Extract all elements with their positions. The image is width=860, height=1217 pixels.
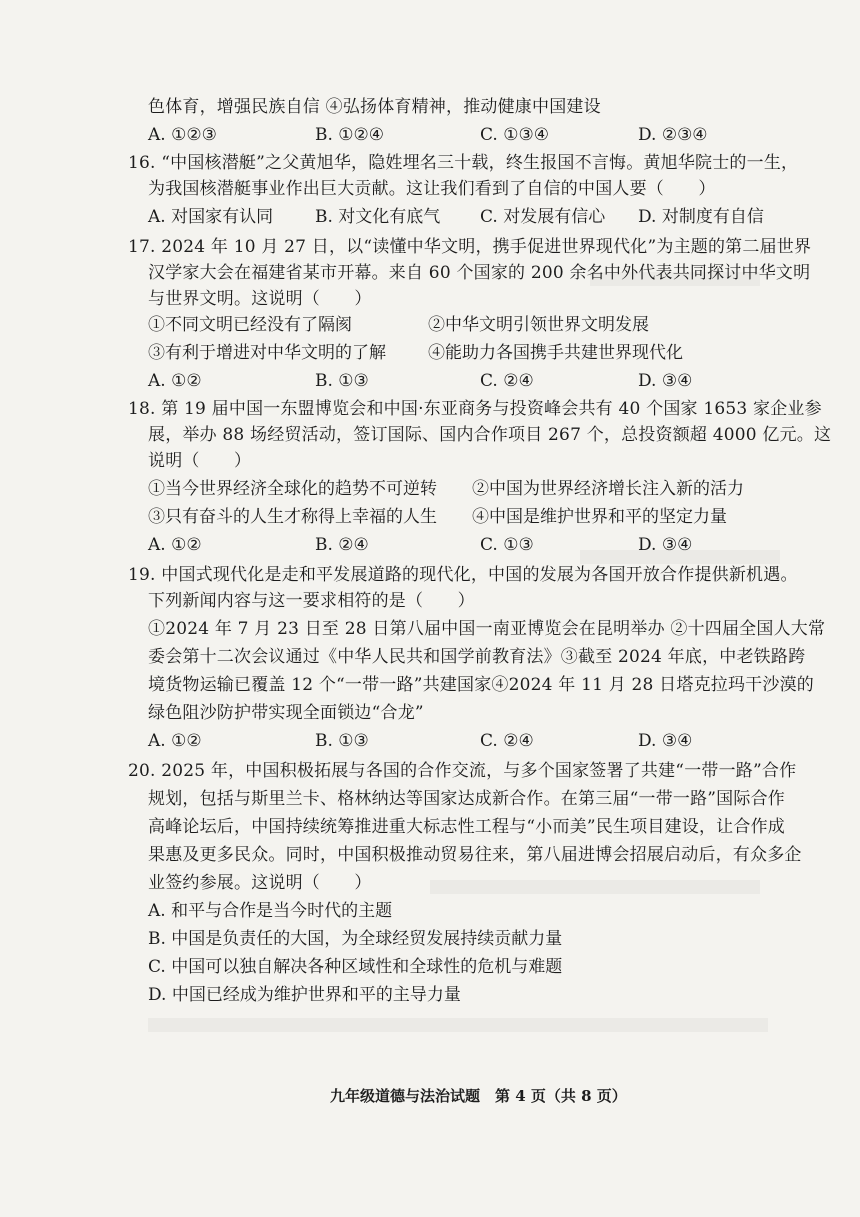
q16-option-a: A. 对国家有认同 — [148, 207, 274, 227]
q18-stem-line3: 说明（ ） — [148, 451, 252, 471]
q17-item-1: ①不同文明已经没有了隔阂 — [148, 315, 352, 335]
q20-stem-line4: 果惠及更多民众。同时，中国积极推动贸易往来，第八届进博会招展启动后，有众多企 — [148, 845, 802, 865]
q17-option-c: C. ②④ — [480, 371, 534, 391]
q15-option-c: C. ①③④ — [480, 125, 549, 145]
q19-option-b: B. ①③ — [315, 731, 369, 751]
q19-news-line3: 境货物运输已覆盖 12 个“一带一路”共建国家④2024 年 11 月 28 日塔克拉玛干沙漠的 — [148, 675, 814, 695]
page-footer: 九年级道德与法治试题 第 4 页（共 8 页） — [330, 1087, 627, 1105]
q16-stem-line2: 为我国核潜艇事业作出巨大贡献。这让我们看到了自信的中国人要（ ） — [148, 179, 716, 199]
q18-option-b: B. ②④ — [315, 535, 369, 555]
q18-stem-line1: 18. 第 19 届中国一东盟博览会和中国·东亚商务与投资峰会共有 40 个国家 1653 家企业参 — [128, 399, 822, 419]
q15-stem-continuation: 色体育，增强民族自信 ④弘扬体育精神，推动健康中国建设 — [148, 97, 601, 117]
q19-option-c: C. ②④ — [480, 731, 534, 751]
q16-option-c: C. 对发展有信心 — [480, 207, 606, 227]
q19-news-line4: 绿色阻沙防护带实现全面锁边“合龙” — [148, 703, 424, 723]
q17-item-3: ③有利于增进对中华文明的了解 — [148, 343, 386, 363]
q17-stem-line1: 17. 2024 年 10 月 27 日，以“读懂中华文明，携手促进世界现代化”为主题的第二届世界 — [128, 237, 812, 257]
q15-option-d: D. ②③④ — [638, 125, 708, 145]
q17-item-2: ②中华文明引领世界文明发展 — [428, 315, 649, 335]
q17-stem-line3: 与世界文明。这说明（ ） — [148, 289, 372, 309]
q19-stem-line2: 下列新闻内容与这一要求相符的是（ ） — [148, 591, 475, 611]
q18-item-1: ①当今世界经济全球化的趋势不可逆转 — [148, 479, 437, 499]
q20-stem-line3: 高峰论坛后，中国持续统筹推进重大标志性工程与“小而美”民生项目建设，让合作成 — [148, 817, 785, 837]
q18-item-3: ③只有奋斗的人生才称得上幸福的人生 — [148, 507, 437, 527]
q20-stem-line1: 20. 2025 年，中国积极拓展与各国的合作交流，与多个国家签署了共建“一带一路”合作 — [128, 761, 797, 781]
q19-news-line1: ①2024 年 7 月 23 日至 28 日第八届中国一南亚博览会在昆明举办 ②十四届全国人大常 — [148, 619, 826, 639]
q20-option-b: B. 中国是负责任的大国，为全球经贸发展持续贡献力量 — [148, 929, 563, 949]
bleed-through-mark — [430, 880, 760, 894]
q20-option-c: C. 中国可以独自解决各种区域性和全球性的危机与难题 — [148, 957, 563, 977]
q18-item-2: ②中国为世界经济增长注入新的活力 — [472, 479, 744, 499]
q19-option-a: A. ①② — [148, 731, 202, 751]
q20-stem-line5: 业签约参展。这说明（ ） — [148, 873, 372, 893]
bleed-through-mark — [148, 1018, 768, 1032]
q18-item-4: ④中国是维护世界和平的坚定力量 — [472, 507, 727, 527]
q18-option-c: C. ①③ — [480, 535, 534, 555]
q18-stem-line2: 展，举办 88 场经贸活动，签订国际、国内合作项目 267 个，总投资额超 4000 亿元。这 — [148, 425, 832, 445]
q17-option-b: B. ①③ — [315, 371, 369, 391]
q16-stem-line1: 16. “中国核潜艇”之父黄旭华，隐姓埋名三十载，终生报国不言悔。黄旭华院士的一生， — [128, 153, 799, 173]
q18-option-a: A. ①② — [148, 535, 202, 555]
q20-option-d: D. 中国已经成为维护世界和平的主导力量 — [148, 985, 461, 1005]
q16-option-b: B. 对文化有底气 — [315, 207, 441, 227]
q19-option-d: D. ③④ — [638, 731, 693, 751]
q15-option-b: B. ①②④ — [315, 125, 385, 145]
q17-option-a: A. ①② — [148, 371, 202, 391]
q17-item-4: ④能助力各国携手共建世界现代化 — [428, 343, 683, 363]
q17-stem-line2: 汉学家大会在福建省某市开幕。来自 60 个国家的 200 余名中外代表共同探讨中华文明 — [148, 263, 811, 283]
q17-option-d: D. ③④ — [638, 371, 693, 391]
q19-stem-line1: 19. 中国式现代化是走和平发展道路的现代化，中国的发展为各国开放合作提供新机遇。 — [128, 565, 798, 585]
q16-option-d: D. 对制度有自信 — [638, 207, 764, 227]
q20-stem-line2: 规划，包括与斯里兰卡、格林纳达等国家达成新合作。在第三届“一带一路”国际合作 — [148, 789, 785, 809]
q19-news-line2: 委会第十二次会议通过《中华人民共和国学前教育法》③截至 2024 年底，中老铁路跨 — [148, 647, 806, 667]
q18-option-d: D. ③④ — [638, 535, 693, 555]
q20-option-a: A. 和平与合作是当今时代的主题 — [148, 901, 393, 921]
q15-option-a: A. ①②③ — [148, 125, 217, 145]
